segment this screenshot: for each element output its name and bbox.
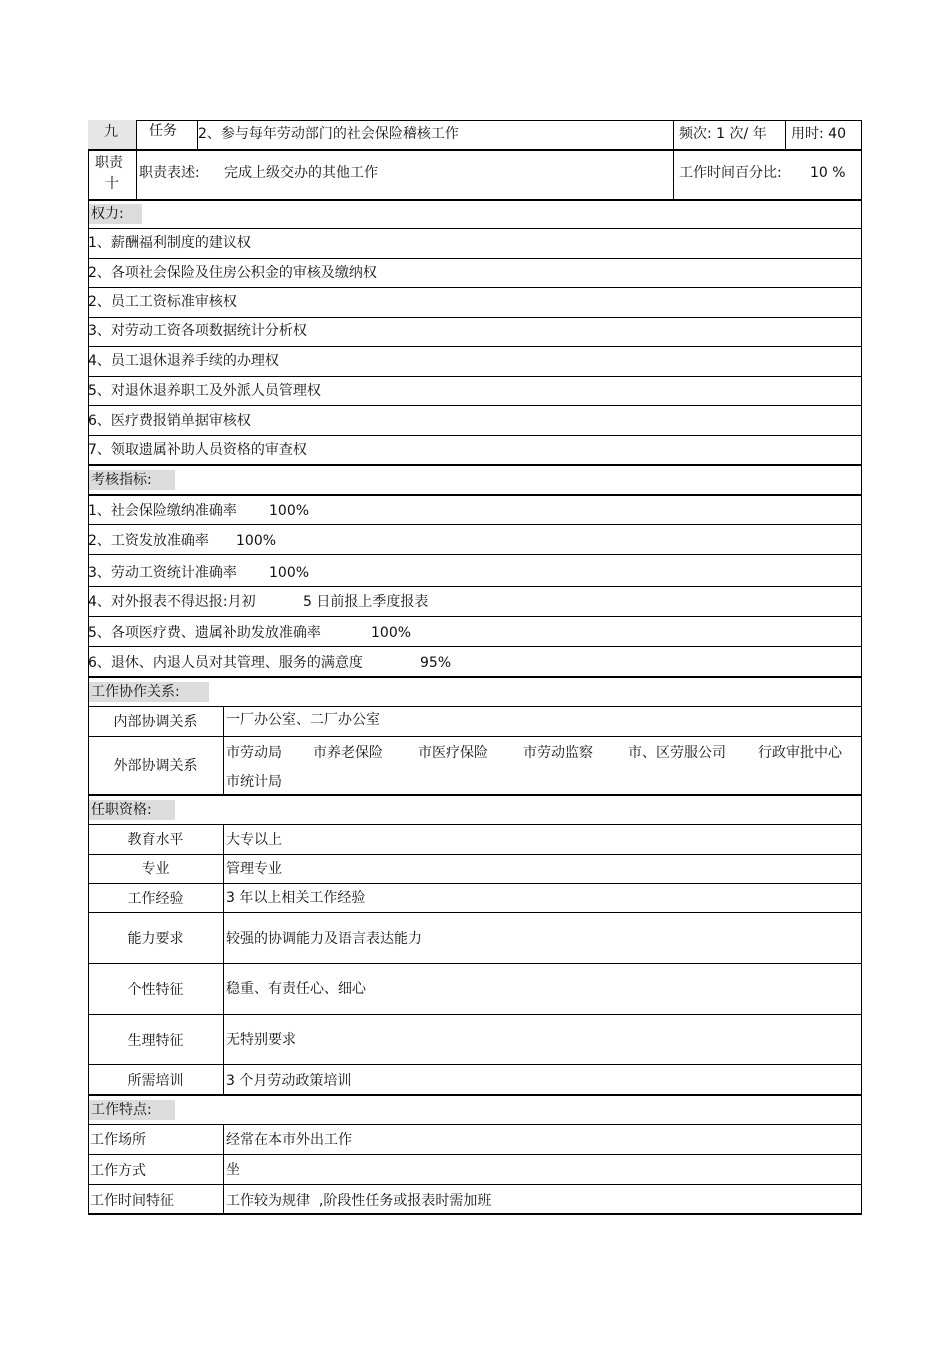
qualification-row (88, 963, 862, 1014)
feature-label: 工作场所 (90, 1132, 146, 1148)
qualification-row (88, 912, 862, 963)
external-item: 市、区劳服公司 (628, 745, 726, 761)
qualification-value: 3 个月劳动政策培训 (226, 1073, 352, 1089)
qualification-value: 较强的协调能力及语言表达能力 (226, 931, 422, 947)
qualifications-header: 任职资格: (89, 800, 175, 820)
qualification-label: 所需培训 (127, 1073, 184, 1089)
external-label-cell (88, 736, 224, 794)
duty-desc-cell (137, 151, 674, 199)
authority-header: 权力: (89, 204, 142, 224)
authority-item: 4、员工退休退养手续的办理权 (88, 353, 279, 369)
authority-item: 6、医疗费报销单据审核权 (88, 413, 251, 429)
qualification-label: 工作经验 (127, 891, 184, 907)
kpi-item-text: 2、工资发放准确率 (88, 533, 209, 549)
feature-row (88, 1154, 862, 1184)
task-content-cell (198, 120, 674, 149)
task-content: 2、参与每年劳动部门的社会保险稽核工作 (198, 126, 459, 142)
task-time: 用时: 40 (791, 126, 846, 142)
qualification-label: 生理特征 (127, 1033, 184, 1049)
duty-pct: 10 % (810, 165, 846, 181)
kpi-item-text: 3、劳动工资统计准确率 (88, 565, 237, 581)
qualification-value: 稳重、有责任心、细心 (226, 981, 366, 997)
duty-label-cell (88, 151, 137, 199)
qualification-row (88, 1014, 862, 1064)
kpi-item-text: 5、各项医疗费、遗属补助发放准确率 (88, 625, 321, 641)
duty-pct-label: 工作时间百分比: (679, 165, 782, 181)
qualification-label-cell (88, 963, 224, 1014)
qualification-value: 管理专业 (226, 861, 282, 877)
qualification-label-cell (88, 854, 224, 883)
feature-value: 工作较为规律 ,阶段性任务或报表时需加班 (226, 1193, 492, 1209)
external-item-line2: 市统计局 (226, 774, 282, 790)
authority-item: 5、对退休退养职工及外派人员管理权 (88, 383, 321, 399)
features-header: 工作特点: (89, 1100, 175, 1120)
qualification-row (88, 854, 862, 883)
feature-row (88, 1184, 862, 1214)
external-item: 市养老保险 (313, 745, 383, 761)
task-time-cell (786, 120, 862, 149)
qualification-value: 无特别要求 (226, 1032, 296, 1048)
qualification-label: 专业 (141, 861, 170, 877)
kpi-item-value: 100% (236, 533, 277, 549)
feature-label-cell (88, 1124, 224, 1154)
task-label: 任务 (149, 123, 177, 139)
qualification-label: 能力要求 (127, 931, 184, 947)
internal-label: 内部协调关系 (113, 714, 198, 730)
kpi-item-text: 4、对外报表不得迟报:月初 (88, 594, 256, 610)
authority-item: 1、薪酬福利制度的建议权 (88, 235, 251, 251)
authority-item: 3、对劳动工资各项数据统计分析权 (88, 323, 307, 339)
external-item: 市医疗保险 (418, 745, 488, 761)
feature-label: 工作方式 (90, 1163, 146, 1179)
qualification-label-cell (88, 912, 224, 963)
relations-header: 工作协作关系: (89, 682, 209, 702)
qualification-label-cell (88, 883, 224, 912)
duty-pct-cell (674, 151, 862, 199)
qualification-label-cell (88, 1014, 224, 1064)
task-label-cell (137, 120, 198, 149)
qualification-label: 教育水平 (127, 832, 184, 848)
qualification-label-cell (88, 1064, 224, 1094)
authority-item: 7、领取遗属补助人员资格的审查权 (88, 442, 307, 458)
kpi-item-text: 1、社会保险缴纳准确率 (88, 503, 237, 519)
duty-row (88, 151, 862, 199)
feature-label-cell (88, 1184, 224, 1214)
authority-item: 2、各项社会保险及住房公积金的审核及缴纳权 (88, 265, 377, 281)
task-frequency: 频次: 1 次/ 年 (679, 126, 767, 142)
feature-label-cell (88, 1154, 224, 1184)
duty-desc-label: 职责表述: (139, 165, 200, 181)
task-number-cell (88, 120, 137, 149)
duty-label-line1: 职责 (95, 155, 123, 171)
qualification-value: 3 年以上相关工作经验 (226, 890, 366, 906)
kpi-item-value: 5 日前报上季度报表 (303, 594, 429, 610)
task-frequency-cell (674, 120, 786, 149)
authority-item: 2、员工工资标准审核权 (88, 294, 237, 310)
qualification-label: 个性特征 (127, 982, 184, 998)
feature-label: 工作时间特征 (90, 1193, 174, 1209)
duty-label-line2: 十 (105, 176, 119, 192)
kpi-item-value: 100% (269, 503, 310, 519)
qualification-row (88, 824, 862, 854)
feature-value: 经常在本市外出工作 (226, 1132, 352, 1148)
qualification-value: 大专以上 (226, 832, 282, 848)
external-label: 外部协调关系 (113, 758, 198, 774)
kpi-item-value: 100% (269, 565, 310, 581)
qualification-row (88, 1064, 862, 1094)
task-number: 九 (104, 124, 118, 140)
internal-value: 一厂办公室、二厂办公室 (226, 712, 380, 728)
kpi-item-value: 95% (420, 655, 452, 671)
external-item: 市劳动监察 (523, 745, 593, 761)
internal-relations-row (88, 706, 862, 736)
kpi-item-text: 6、退休、内退人员对其管理、服务的满意度 (88, 655, 363, 671)
external-item: 市劳动局 (226, 745, 282, 761)
qualification-row (88, 883, 862, 912)
task-row (88, 120, 862, 149)
duty-desc: 完成上级交办的其他工作 (224, 165, 378, 181)
kpi-header: 考核指标: (89, 470, 175, 490)
external-relations-row (88, 736, 862, 794)
external-item: 行政审批中心 (758, 745, 842, 761)
feature-row (88, 1124, 862, 1154)
internal-label-cell (88, 706, 224, 736)
qualification-label-cell (88, 824, 224, 854)
feature-value: 坐 (226, 1162, 240, 1178)
kpi-item-value: 100% (371, 625, 412, 641)
